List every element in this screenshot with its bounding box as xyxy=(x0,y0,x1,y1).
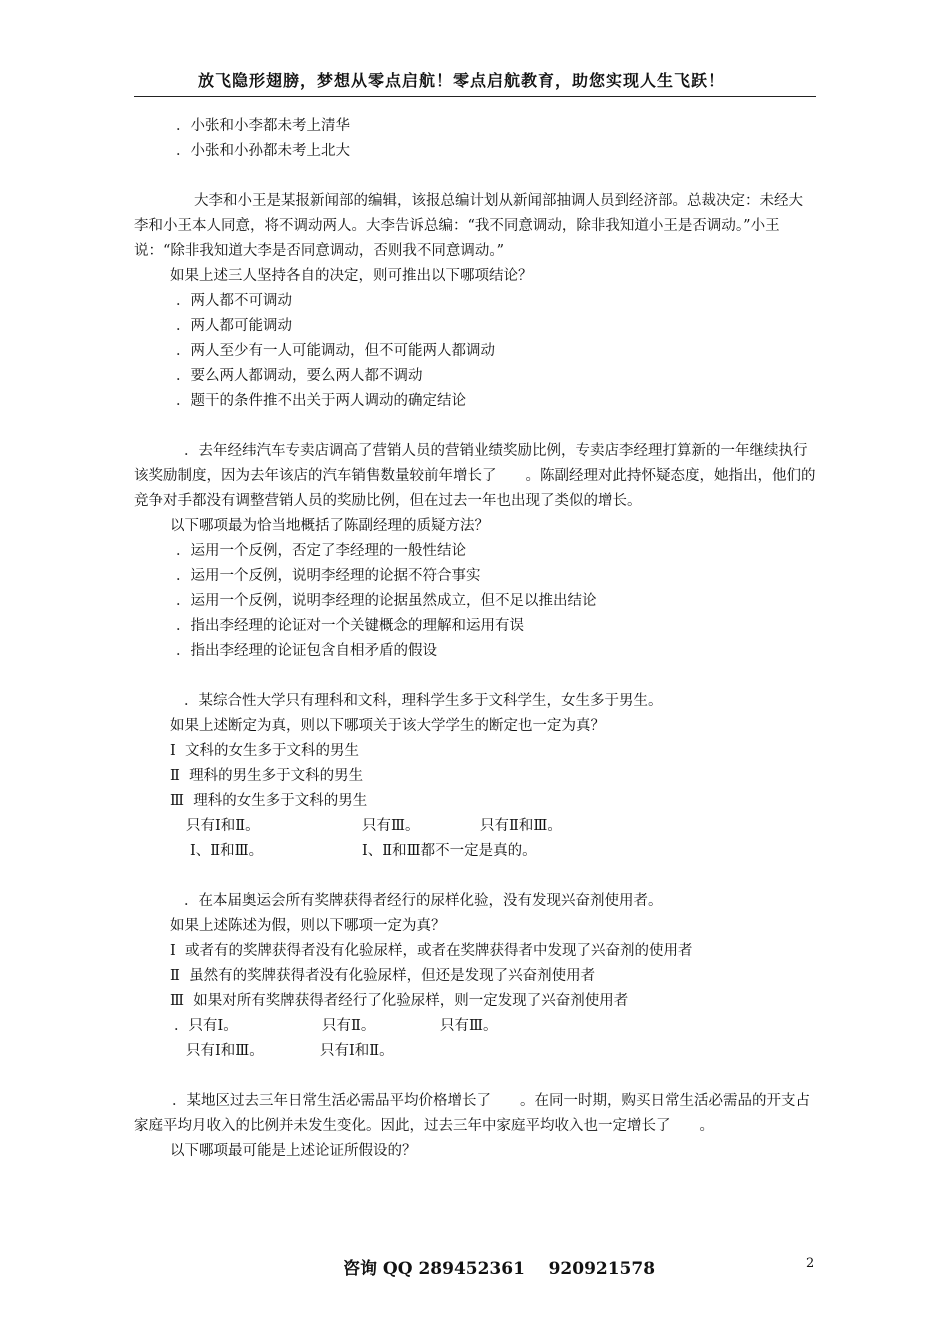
q2-option: ．运用一个反例，说明李经理的论据虽然成立，但不足以推出结论 xyxy=(176,593,597,609)
q0-option-e: ．小张和小孙都未考上北大 xyxy=(176,143,350,159)
q2-option: ．运用一个反例，说明李经理的论据不符合事实 xyxy=(176,568,481,584)
q4-statement: Ⅰ 或者有的奖牌获得者没有化验尿样，或者在奖牌获得者中发现了兴奋剂的使用者 xyxy=(170,943,693,959)
q4-choice: 只有Ⅰ和Ⅱ。 xyxy=(320,1043,394,1059)
q4-stem: ．在本届奥运会所有奖牌获得者经行的尿样化验，没有发现兴奋剂使用者。 xyxy=(184,893,663,909)
q2-stem: ．去年经纬汽车专卖店调高了营销人员的营销业绩奖励比例，专卖店李经理打算新的一年继续执行该奖励制度，因为去年该店的汽车销售数量较前年增长了 。陈副经理对此持怀疑态度，她指出，他们的竞争对手都没有调整营销人员的奖励比例，但在过去一年也出现了类似的增长。 xyxy=(134,443,816,509)
q2-option: ．指出李经理的论证对一个关键概念的理解和运用有误 xyxy=(176,618,524,634)
q4-statement: Ⅲ 如果对所有奖牌获得者经行了化验尿样，则一定发现了兴奋剂使用者 xyxy=(170,993,629,1009)
q5-question: 以下哪项最可能是上述论证所假设的？ xyxy=(170,1143,417,1159)
q3-choice: Ⅰ、Ⅱ和Ⅲ都不一定是真的。 xyxy=(362,843,537,859)
header-slogan: 放飞隐形翅膀，梦想从零点启航！零点启航教育，助您实现人生飞跃！ xyxy=(198,71,726,90)
q0-option-d: ．小张和小李都未考上清华 xyxy=(176,118,350,134)
q4-choice: 只有Ⅰ和Ⅲ。 xyxy=(186,1043,264,1059)
q1-option: ．要么两人都调动，要么两人都不调动 xyxy=(176,368,423,384)
q2-option: ．运用一个反例，否定了李经理的一般性结论 xyxy=(176,543,466,559)
q3-statement: Ⅱ 理科的男生多于文科的男生 xyxy=(170,768,364,784)
q3-choice: 只有Ⅰ和Ⅱ。 xyxy=(186,818,260,834)
q1-option: ．题干的条件推不出关于两人调动的确定结论 xyxy=(176,393,466,409)
q1-option: ．两人至少有一人可能调动，但不可能两人都调动 xyxy=(176,343,495,359)
q2-option: ．指出李经理的论证包含自相矛盾的假设 xyxy=(176,643,437,659)
q3-question: 如果上述断定为真，则以下哪项关于该大学学生的断定也一定为真？ xyxy=(170,718,605,734)
q3-statement: Ⅰ 文科的女生多于文科的男生 xyxy=(170,743,359,759)
q2-question: 以下哪项最为恰当地概括了陈副经理的质疑方法？ xyxy=(170,518,489,534)
q1-option: ．两人都不可调动 xyxy=(176,293,292,309)
q4-options-row1 xyxy=(134,1014,816,1039)
q3-choice: 只有Ⅱ和Ⅲ。 xyxy=(480,818,562,834)
q1-stem: 大李和小王是某报新闻部的编辑，该报总编计划从新闻部抽调人员到经济部。总裁决定：未经大李和小王本人同意，将不调动两人。大李告诉总编：“我不同意调动，除非我知道小王是否调动。”小王说：“除非我知道大李是否同意调动，否则我不同意调动。” xyxy=(134,193,803,259)
contact-info: 咨询 QQ 289452361 920921578 xyxy=(343,1259,656,1279)
document-body xyxy=(134,114,816,1164)
q1-question: 如果上述三人坚持各自的决定，则可推出以下哪项结论？ xyxy=(170,268,533,284)
q3-stem: ．某综合性大学只有理科和文科，理科学生多于文科学生，女生多于男生。 xyxy=(184,693,663,709)
q4-choice: ．只有Ⅰ。 xyxy=(174,1018,238,1034)
q3-choice: 只有Ⅲ。 xyxy=(362,818,420,834)
q4-choice: 只有Ⅲ。 xyxy=(440,1018,498,1034)
q4-options-row2 xyxy=(134,1039,816,1064)
q4-question: 如果上述陈述为假，则以下哪项一定为真？ xyxy=(170,918,446,934)
page-number: 2 xyxy=(806,1256,815,1271)
q3-statement: Ⅲ 理科的女生多于文科的男生 xyxy=(170,793,368,809)
q4-statement: Ⅱ 虽然有的奖牌获得者没有化验尿样，但还是发现了兴奋剂使用者 xyxy=(170,968,596,984)
q3-options-row1 xyxy=(134,814,816,839)
q4-choice: 只有Ⅱ。 xyxy=(322,1018,376,1034)
page-header xyxy=(134,64,816,97)
q3-choice: Ⅰ、Ⅱ和Ⅲ。 xyxy=(190,843,264,859)
q1-option: ．两人都可能调动 xyxy=(176,318,292,334)
q5-stem: ．某地区过去三年日常生活必需品平均价格增长了 。在同一时期，购买日常生活必需品的开支占家庭平均月收入的比例并未发生变化。因此，过去三年中家庭平均收入也一定增长了 。 xyxy=(134,1093,810,1134)
q3-options-row2 xyxy=(134,839,816,864)
